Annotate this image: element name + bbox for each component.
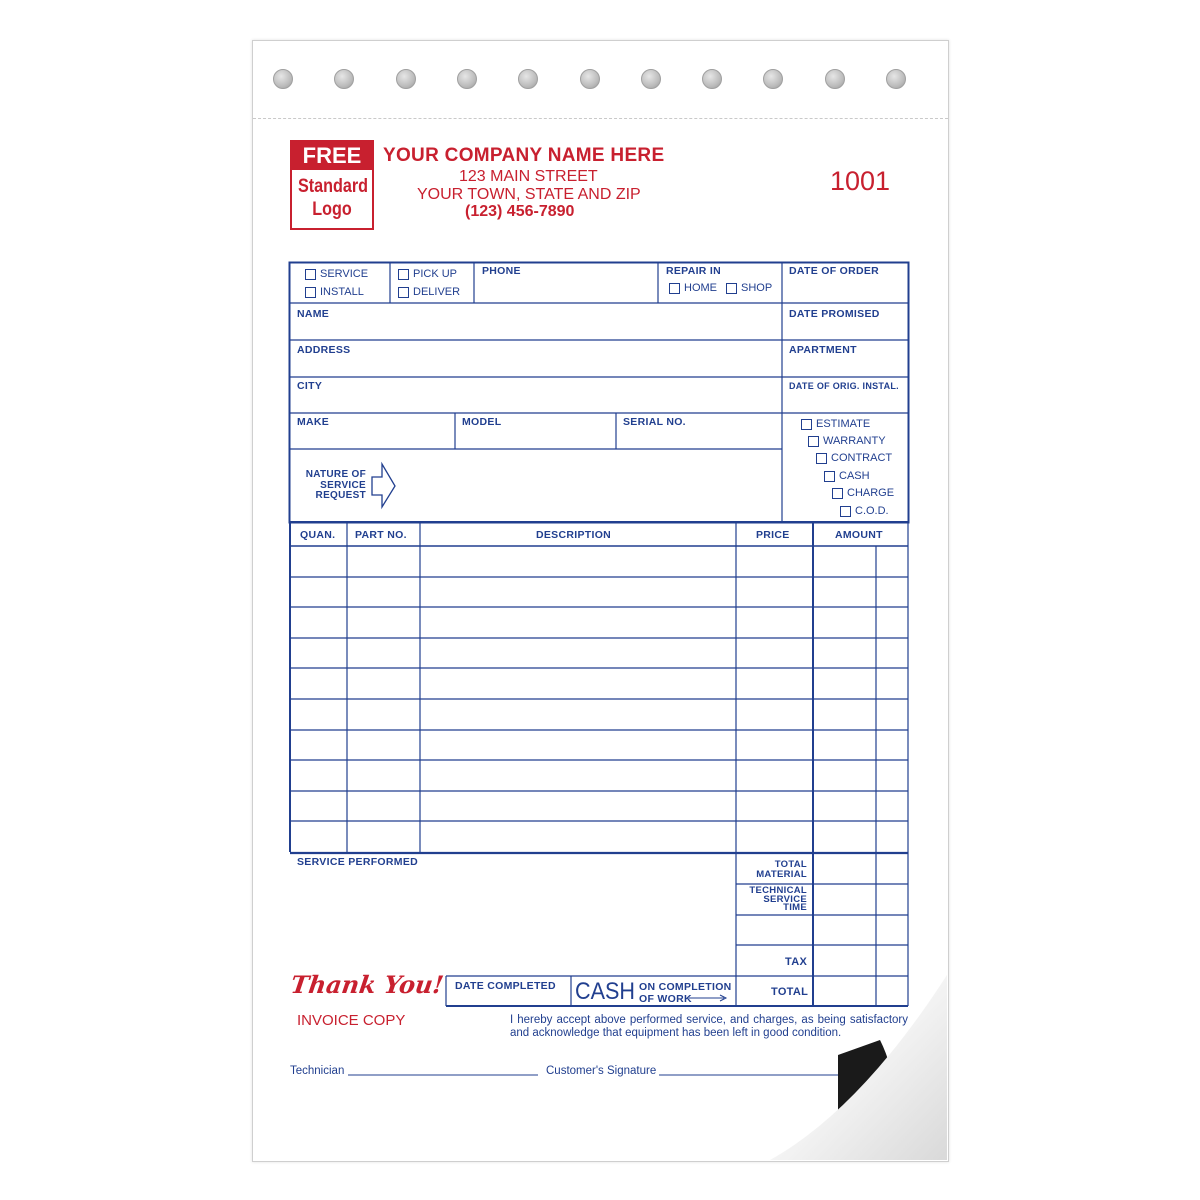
warranty-checkbox[interactable]: WARRANTY	[808, 435, 886, 447]
invoice-copy-label: INVOICE COPY	[297, 1012, 406, 1029]
technical-service-time-label: TECHNICAL SERVICE TIME	[749, 885, 807, 914]
repair-in-label: REPAIR IN	[666, 265, 722, 277]
phone-label: PHONE	[482, 265, 521, 277]
acknowledgement-text: I hereby accept above performed service, and charges, as being satisfactory and acknowledge that equipment has been left in good condition.	[510, 1014, 908, 1039]
customer-signature-label: Customer's Signature	[546, 1065, 657, 1077]
date-of-order-label: DATE OF ORDER	[789, 265, 880, 277]
logo-free-text: FREE	[292, 142, 372, 170]
address-label: ADDRESS	[297, 344, 351, 356]
shop-checkbox[interactable]: SHOP	[726, 282, 772, 294]
company-street: 123 MAIN STREET	[459, 168, 598, 185]
model-label: MODEL	[462, 416, 502, 428]
description-header: DESCRIPTION	[536, 529, 612, 541]
make-label: MAKE	[297, 416, 330, 428]
serial-no-label: SERIAL NO.	[623, 416, 686, 428]
service-performed-label: SERVICE PERFORMED	[297, 856, 419, 868]
technician-label: Technician	[290, 1065, 345, 1077]
name-label: NAME	[297, 308, 330, 320]
home-checkbox[interactable]: HOME	[669, 282, 717, 294]
tax-label: TAX	[785, 956, 808, 968]
company-name: YOUR COMPANY NAME HERE	[383, 145, 665, 166]
invoice-number: 1001	[830, 166, 891, 196]
nature-of-service-label: NATURE OF SERVICE REQUEST	[305, 469, 366, 501]
date-promised-label: DATE PROMISED	[789, 308, 880, 320]
company-phone: (123) 456-7890	[465, 203, 575, 220]
city-label: CITY	[297, 380, 323, 392]
company-city-state: YOUR TOWN, STATE AND ZIP	[417, 186, 641, 203]
total-label: TOTAL	[771, 986, 809, 998]
deliver-checkbox[interactable]: DELIVER	[398, 286, 460, 298]
cash-text: CASH	[575, 978, 636, 1005]
price-header: PRICE	[756, 529, 790, 541]
part-no-header: PART NO.	[355, 529, 407, 541]
thank-you-text: Thank You!	[288, 970, 446, 999]
charge-checkbox[interactable]: CHARGE	[832, 487, 894, 499]
estimate-checkbox[interactable]: ESTIMATE	[801, 418, 870, 430]
quan-header: QUAN.	[300, 529, 336, 541]
pickup-checkbox[interactable]: PICK UP	[398, 268, 457, 280]
on-completion-text: ON COMPLETION OF WORK	[639, 981, 732, 1005]
amount-header: AMOUNT	[835, 529, 883, 541]
cod-checkbox[interactable]: C.O.D.	[840, 505, 889, 517]
apartment-label: APARTMENT	[789, 344, 857, 356]
logo-standard-text: Standard	[298, 176, 369, 197]
total-material-label: TOTAL MATERIAL	[756, 859, 807, 880]
date-orig-instal-label: DATE OF ORIG. INSTAL.	[789, 381, 899, 391]
date-completed-label: DATE COMPLETED	[455, 980, 556, 992]
cash-checkbox[interactable]: CASH	[824, 470, 870, 482]
contract-checkbox[interactable]: CONTRACT	[816, 452, 892, 464]
logo-logo-text: Logo	[312, 199, 352, 220]
service-checkbox[interactable]: SERVICE	[305, 268, 368, 280]
install-checkbox[interactable]: INSTALL	[305, 286, 364, 298]
